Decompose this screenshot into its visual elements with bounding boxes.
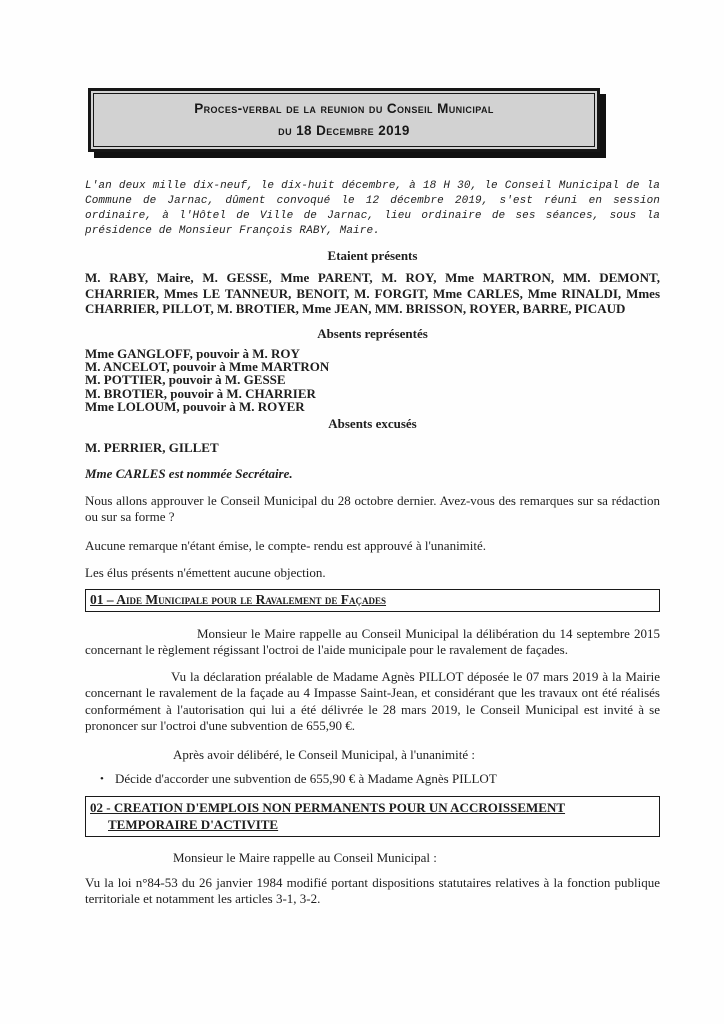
proxy-line: M. ANCELOT, pouvoir à Mme MARTRON <box>85 358 330 374</box>
section-2-paragraph-2: Vu la loi n°84-53 du 26 janvier 1984 modifié portant dispositions statutaires relatives à la fonction publique territoriale et notamment les articles 3-1, 3-2. <box>85 874 660 907</box>
heading-absents-representes: Absents représentés <box>317 325 428 341</box>
section-2-paragraph-1: Monsieur le Maire rappelle au Conseil Municipal : <box>173 849 437 865</box>
heading-absents-excuses: Absents excusés <box>328 415 417 431</box>
title-box <box>88 88 600 152</box>
opening-paragraph: L'an deux mille dix-neuf, le dix-huit décembre, à 18 H 30, le Conseil Municipal de la Commune de Jarnac, dûment convoqué le 12 décembre 2019, s'est réuni en session ordinaire, à l'Hôtel de Ville de Jarnac, lieu ordinaire de ses séances, sous la présidence de Monsieur François RABY, Maire. <box>85 180 660 237</box>
document-title: Proces-verbal de la reunion du Conseil Municipal <box>194 101 494 116</box>
decision-bullet-item <box>85 771 660 787</box>
secretary-note: Mme CARLES est nommée Secrétaire. <box>85 465 293 481</box>
document-date: du 18 Decembre 2019 <box>278 123 410 138</box>
no-objection-note: Les élus présents n'émettent aucune objection. <box>85 565 326 581</box>
decision-text: Décide d'accorder une subvention de 655,90 € à Madame Agnès PILLOT <box>115 770 497 786</box>
section-1-paragraph-1: Monsieur le Maire rappelle au Conseil Municipal la délibération du 14 septembre 2015 concernant le règlement régissant l'octroi de l'aide municipale pour le ravalement de façades. <box>85 625 660 658</box>
title-box-inner <box>93 93 595 147</box>
document-content <box>85 88 660 908</box>
heading-present: Etaient présents <box>327 248 418 263</box>
proxy-line: M. POTTIER, pouvoir à M. GESSE <box>85 372 286 388</box>
present-members-list: M. RABY, Maire, M. GESSE, Mme PARENT, M. ROY, Mme MARTRON, MM. DEMONT, CHARRIER, Mmes LE TANNEUR, BENOIT, M. FORGIT, Mme CARLES, Mme RINALDI, Mmes CHARRIER, PILLOT, M. BROTIER, Mme JEAN, MM. BRISSON, ROYER, BARRE, PICAUD <box>85 270 660 316</box>
bullet-icon: • <box>100 772 104 785</box>
section-1-heading-box <box>85 589 660 612</box>
approval-result: Aucune remarque n'étant émise, le compte- rendu est approuvé à l'unanimité. <box>85 537 487 553</box>
proxy-line: Mme LOLOUM, pouvoir à M. ROYER <box>85 399 305 415</box>
approval-question: Nous allons approuver le Conseil Municipal du 28 octobre dernier. Avez-vous des remarques sur sa rédaction ou sur sa forme ? <box>85 492 660 525</box>
proxy-line: Mme GANGLOFF, pouvoir à M. ROY <box>85 345 300 361</box>
proxy-line: M. BROTIER, pouvoir à M. CHARRIER <box>85 385 316 401</box>
absents-representes-list <box>85 347 660 414</box>
section-1-paragraph-3: Après avoir délibéré, le Conseil Municipal, à l'unanimité : <box>173 746 475 762</box>
absents-excuses-list: M. PERRIER, GILLET <box>85 439 219 455</box>
section-1-paragraph-2: Vu la déclaration préalable de Madame Agnès PILLOT déposée le 07 mars 2019 à la Mairie concernant le ravalement de la façade au 4 Impasse Saint-Jean, et considérant que les travaux ont été réalisés conformément à l'autorisation qui lui a été délivrée le 28 mars 2019, le Conseil Municipal est invité à se prononcer sur l'octroi d'une subvention de 655,90 €. <box>85 668 660 734</box>
section-2-heading-box <box>85 796 660 837</box>
section-2-heading: 02 - CREATION D'EMPLOIS NON PERMANENTS POUR UN ACCROISSEMENT TEMPORAIRE D'ACTIVITE <box>90 799 566 832</box>
section-1-heading: 01 – Aide Municipale pour le Ravalement de Façades <box>90 591 387 607</box>
